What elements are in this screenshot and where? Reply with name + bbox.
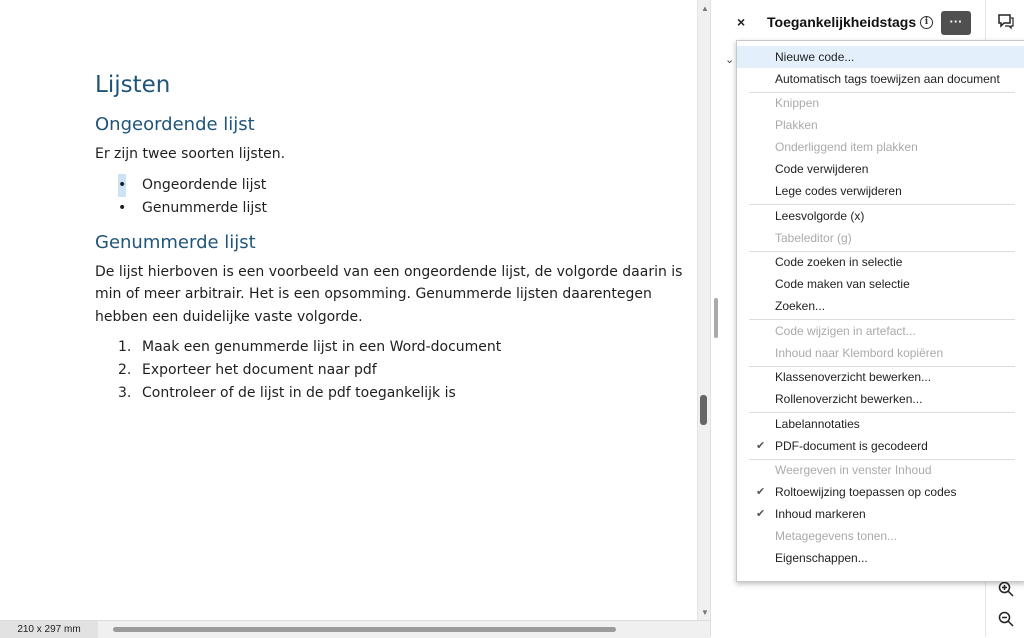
menu-item-lege-codes-verwijderen[interactable]: Lege codes verwijderen bbox=[775, 184, 902, 198]
zoom-in-icon[interactable] bbox=[996, 580, 1016, 600]
menu-item-pdf-gecodeerd[interactable]: ✔ PDF-document is gecodeerd bbox=[737, 435, 1024, 457]
menu-item-leesvolgorde[interactable]: Leesvolgorde (x) bbox=[775, 209, 865, 223]
checkmark-icon: ✔ bbox=[756, 440, 766, 452]
numbered-item: 1. Maak een genummerde lijst in een Word-document bbox=[118, 339, 502, 355]
menu-item-labelannotaties[interactable]: Labelannotaties bbox=[775, 417, 860, 431]
info-icon[interactable]: i bbox=[920, 16, 933, 29]
checkmark-icon: ✔ bbox=[756, 508, 766, 520]
bullet-marker-selected[interactable]: • bbox=[118, 174, 126, 197]
checkmark-icon: ✔ bbox=[756, 486, 766, 498]
scroll-thumb[interactable] bbox=[700, 395, 707, 425]
document-content bbox=[95, 72, 690, 417]
menu-item-roltoewijzing[interactable]: ✔ Roltoewijzing toepassen op codes bbox=[737, 481, 1024, 503]
numbered-item: 2. Exporteer het document naar pdf bbox=[118, 362, 377, 378]
zoom-out-icon[interactable] bbox=[996, 610, 1016, 630]
menu-item-eigenschappen[interactable]: Eigenschappen... bbox=[775, 551, 868, 565]
bullet-item: • Genummerde lijst bbox=[95, 197, 690, 220]
menu-item-zoeken[interactable]: Zoeken... bbox=[775, 299, 826, 313]
status-bar bbox=[0, 620, 710, 638]
menu-item-code-zoeken[interactable]: Code zoeken in selectie bbox=[775, 255, 903, 269]
menu-item-nieuwe-code[interactable]: Nieuwe code... bbox=[737, 46, 1024, 68]
comment-icon[interactable] bbox=[996, 12, 1016, 32]
menu-item-knippen: Knippen bbox=[775, 96, 820, 110]
menu-item-klassenoverzicht[interactable]: Klassenoverzicht bewerken... bbox=[775, 370, 932, 384]
more-options-button[interactable]: ··· bbox=[941, 11, 971, 35]
menu-item-inhoud-markeren[interactable]: ✔ Inhoud markeren bbox=[737, 503, 1024, 525]
menu-item-plakken: Plakken bbox=[775, 118, 818, 132]
body-paragraph: De lijst hierboven is een voorbeeld van een ongeordende lijst, de volgorde daarin is min of meer arbitrair. Het is een opsomming. Genummerde lijsten daarentegen hebben een duidelijke vaste volgorde. bbox=[95, 263, 683, 325]
options-menu bbox=[736, 40, 1024, 582]
menu-item-automatisch-tags[interactable]: Automatisch tags toewijzen aan document bbox=[775, 72, 1000, 86]
menu-item-tabeleditor: Tabeleditor (g) bbox=[775, 231, 852, 245]
menu-item-rollenoverzicht[interactable]: Rollenoverzicht bewerken... bbox=[775, 392, 923, 406]
page-size-label: 210 x 297 mm bbox=[0, 621, 98, 638]
panel-resize-handle[interactable] bbox=[714, 298, 718, 338]
heading-lijsten: Lijsten bbox=[95, 72, 171, 98]
menu-item-weergeven-inhoud: Weergeven in venster Inhoud bbox=[775, 463, 932, 477]
menu-item-code-maken[interactable]: Code maken van selectie bbox=[775, 277, 910, 291]
horizontal-scrollbar[interactable] bbox=[113, 627, 616, 632]
scroll-up-icon[interactable]: ▲ bbox=[701, 4, 709, 13]
heading-ongeordende-lijst: Ongeordende lijst bbox=[95, 114, 255, 135]
menu-item-onderliggend-plakken: Onderliggend item plakken bbox=[775, 140, 918, 154]
bullet-marker: • bbox=[118, 199, 127, 216]
heading-genummerde-lijst: Genummerde lijst bbox=[95, 231, 256, 253]
menu-item-code-verwijderen[interactable]: Code verwijderen bbox=[775, 162, 869, 176]
panel-title: Toegankelijkheidstags bbox=[767, 14, 917, 30]
close-icon[interactable]: × bbox=[737, 14, 746, 30]
bullet-item: • Ongeordende lijst bbox=[95, 174, 690, 197]
vertical-scrollbar[interactable] bbox=[697, 0, 711, 620]
numbered-item: 3. Controleer of de lijst in de pdf toegankelijk is bbox=[118, 385, 456, 401]
intro-paragraph: Er zijn twee soorten lijsten. bbox=[95, 146, 286, 162]
chevron-down-icon[interactable]: ⌄ bbox=[725, 54, 735, 66]
menu-item-inhoud-kopieren: Inhoud naar Klembord kopiëren bbox=[775, 346, 944, 360]
menu-item-code-wijzigen-artefact: Code wijzigen in artefact... bbox=[775, 324, 916, 338]
scroll-down-icon[interactable]: ▼ bbox=[701, 608, 709, 617]
numbered-list bbox=[95, 336, 690, 405]
bullet-list bbox=[95, 174, 690, 220]
menu-item-metagegevens: Metagegevens tonen... bbox=[775, 529, 898, 543]
